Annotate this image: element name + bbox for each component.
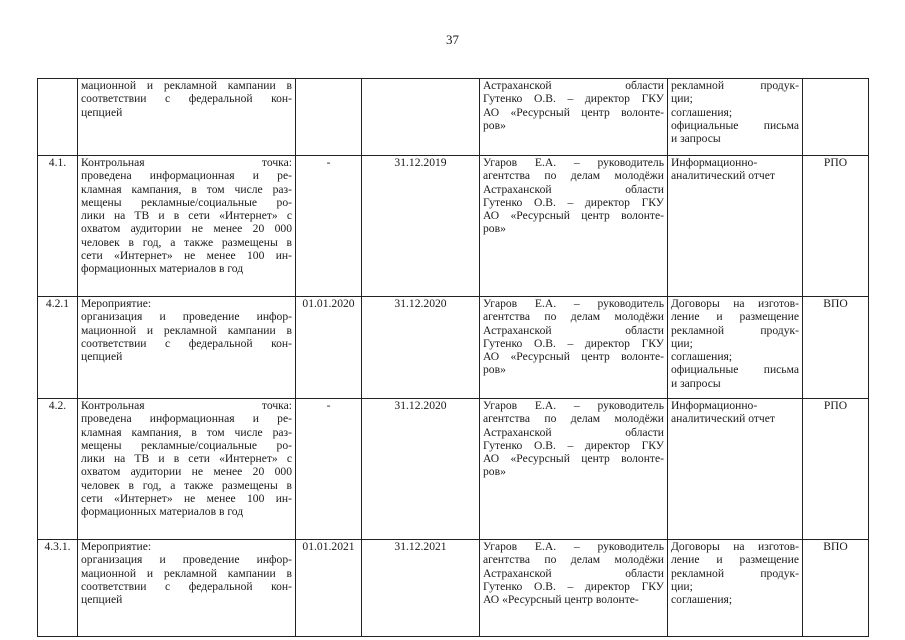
responsible-cell-line: Астраханской области (483, 182, 664, 196)
start-date-cell: - (296, 156, 362, 297)
event-name-cell-line: формационных материалов в год (81, 262, 244, 276)
event-name-cell-line: мационной и рекламной кампании в (81, 323, 292, 337)
event-name-cell-line: мационной и рекламной кампании в (81, 566, 292, 580)
event-name-cell-line: организация и проведение инфор- (81, 553, 292, 567)
row-number-cell: 4.2. (38, 399, 78, 540)
result-cell-line: ление и размещение (671, 310, 799, 324)
responsible-cell (480, 79, 668, 156)
event-name-cell-line: человек в год, а также размещены в (81, 478, 292, 492)
table-row (38, 156, 869, 297)
end-date-cell: 31.12.2021 (362, 540, 480, 637)
responsible-cell (480, 156, 668, 297)
end-date-cell: 31.12.2020 (362, 399, 480, 540)
event-name-cell-line: кламная кампания, в том числе раз- (81, 182, 292, 196)
result-cell-line: аналитический отчет (671, 169, 775, 183)
event-name-cell-line: Мероприятие: (81, 540, 152, 553)
result-cell-line: аналитический отчет (671, 412, 775, 426)
end-date-cell: 31.12.2020 (362, 297, 480, 399)
table-row (38, 297, 869, 399)
result-cell-line: официальные письма (671, 118, 799, 132)
responsible-cell-line: Астраханской области (483, 79, 664, 92)
result-cell-line: Договоры на изготов- (671, 297, 799, 310)
event-name-cell-line: соответствии с федеральной кон- (81, 336, 292, 350)
result-cell (668, 297, 803, 399)
event-name-cell-line: сети «Интернет» не менее 100 ин- (81, 492, 292, 506)
row-number-cell: 4.3.1. (38, 540, 78, 637)
result-cell-line: официальные письма (671, 363, 799, 377)
control-type-cell: ВПО (803, 540, 869, 637)
control-type-cell: ВПО (803, 297, 869, 399)
responsible-cell-line: Угаров Е.А. – руководитель (483, 156, 664, 169)
start-date-cell: 01.01.2020 (296, 297, 362, 399)
event-name-cell-line: охватом аудитории не менее 20 000 (81, 222, 292, 236)
event-name-cell-line: мационной и рекламной кампании в (81, 79, 292, 92)
control-type-cell: РПО (803, 156, 869, 297)
table-row (38, 540, 869, 637)
responsible-cell-line: агентства по делам молодёжи (483, 310, 664, 324)
plan-table (37, 78, 869, 637)
responsible-cell-line: ров» (483, 222, 506, 236)
event-name-cell (78, 399, 296, 540)
result-cell-line: Информационно- (671, 399, 758, 412)
responsible-cell-line: Угаров Е.А. – руководитель (483, 540, 664, 553)
responsible-cell-line: агентства по делам молодёжи (483, 553, 664, 567)
event-name-cell-line: Мероприятие: (81, 297, 152, 310)
responsible-cell-line: АО «Ресурсный центр волонте- (483, 350, 664, 364)
control-type-cell (803, 79, 869, 156)
responsible-cell-line: Астраханской области (483, 425, 664, 439)
event-name-cell (78, 79, 296, 156)
responsible-cell-line: Астраханской области (483, 323, 664, 337)
result-cell-line: ции; (671, 92, 693, 106)
result-cell-line: рекламной продук- (671, 323, 799, 337)
responsible-cell-line: Астраханской области (483, 566, 664, 580)
row-number-cell (38, 79, 78, 156)
event-name-cell-line: проведена информационная и ре- (81, 412, 292, 426)
result-cell (668, 79, 803, 156)
responsible-cell-line: ров» (483, 118, 506, 132)
event-name-cell-line: человек в год, а также размещены в (81, 235, 292, 249)
responsible-cell-line: Гутенко О.В. – директор ГКУ (483, 195, 664, 209)
responsible-cell (480, 399, 668, 540)
event-name-cell-line: охватом аудитории не менее 20 000 (81, 465, 292, 479)
table-row (38, 79, 869, 156)
responsible-cell-line: Гутенко О.В. – директор ГКУ (483, 438, 664, 452)
row-number-cell: 4.1. (38, 156, 78, 297)
result-cell (668, 156, 803, 297)
result-cell-line: и запросы (671, 132, 721, 146)
result-cell-line: ление и размещение (671, 553, 799, 567)
event-name-cell-line: Контрольная точка: (81, 156, 292, 169)
responsible-cell-line: АО «Ресурсный центр волонте- (483, 209, 664, 223)
start-date-cell (296, 79, 362, 156)
result-cell-line: рекламной продук- (671, 566, 799, 580)
event-name-cell-line: цепцией (81, 350, 123, 364)
end-date-cell (362, 79, 480, 156)
control-type-cell: РПО (803, 399, 869, 540)
event-name-cell-line: мещены рекламные/социальные ро- (81, 438, 292, 452)
row-number-cell: 4.2.1 (38, 297, 78, 399)
event-name-cell-line: цепцией (81, 593, 123, 607)
result-cell-line: ции; (671, 579, 693, 593)
responsible-cell-line: АО «Ресурсный центр волонте- (483, 593, 639, 607)
event-name-cell-line: сети «Интернет» не менее 100 ин- (81, 249, 292, 263)
responsible-cell (480, 540, 668, 637)
event-name-cell-line: лики на ТВ и в сети «Интернет» с (81, 452, 292, 466)
start-date-cell: 01.01.2021 (296, 540, 362, 637)
result-cell-line: соглашения; (671, 350, 733, 364)
responsible-cell-line: Гутенко О.В. – директор ГКУ (483, 336, 664, 350)
event-name-cell-line: соответствии с федеральной кон- (81, 92, 292, 106)
result-cell-line: соглашения; (671, 105, 733, 119)
responsible-cell-line: Угаров Е.А. – руководитель (483, 297, 664, 310)
responsible-cell-line: АО «Ресурсный центр волонте- (483, 452, 664, 466)
result-cell-line: соглашения; (671, 593, 733, 607)
event-name-cell-line: лики на ТВ и в сети «Интернет» с (81, 209, 292, 223)
event-name-cell-line: организация и проведение инфор- (81, 310, 292, 324)
responsible-cell (480, 297, 668, 399)
event-name-cell (78, 297, 296, 399)
result-cell-line: рекламной продук- (671, 79, 799, 92)
event-name-cell (78, 156, 296, 297)
responsible-cell-line: ров» (483, 363, 506, 377)
end-date-cell: 31.12.2019 (362, 156, 480, 297)
start-date-cell: - (296, 399, 362, 540)
event-name-cell-line: Контрольная точка: (81, 399, 292, 412)
responsible-cell-line: Гутенко О.В. – директор ГКУ (483, 579, 664, 593)
event-name-cell-line: мещены рекламные/социальные ро- (81, 195, 292, 209)
result-cell-line: ции; (671, 336, 693, 350)
event-name-cell-line: соответствии с федеральной кон- (81, 579, 292, 593)
event-name-cell (78, 540, 296, 637)
event-name-cell-line: цепцией (81, 105, 123, 119)
result-cell (668, 540, 803, 637)
responsible-cell-line: агентства по делам молодёжи (483, 412, 664, 426)
event-name-cell-line: формационных материалов в год (81, 505, 244, 519)
responsible-cell-line: Гутенко О.В. – директор ГКУ (483, 92, 664, 106)
table-row (38, 399, 869, 540)
result-cell-line: Договоры на изготов- (671, 540, 799, 553)
page-number: 37 (446, 32, 459, 47)
event-name-cell-line: проведена информационная и ре- (81, 169, 292, 183)
responsible-cell-line: АО «Ресурсный центр волонте- (483, 105, 664, 119)
result-cell-line: Информационно- (671, 156, 758, 169)
event-name-cell-line: кламная кампания, в том числе раз- (81, 425, 292, 439)
table-body (38, 79, 869, 637)
responsible-cell-line: ров» (483, 465, 506, 479)
responsible-cell-line: Угаров Е.А. – руководитель (483, 399, 664, 412)
result-cell (668, 399, 803, 540)
responsible-cell-line: агентства по делам молодёжи (483, 169, 664, 183)
result-cell-line: и запросы (671, 376, 721, 390)
